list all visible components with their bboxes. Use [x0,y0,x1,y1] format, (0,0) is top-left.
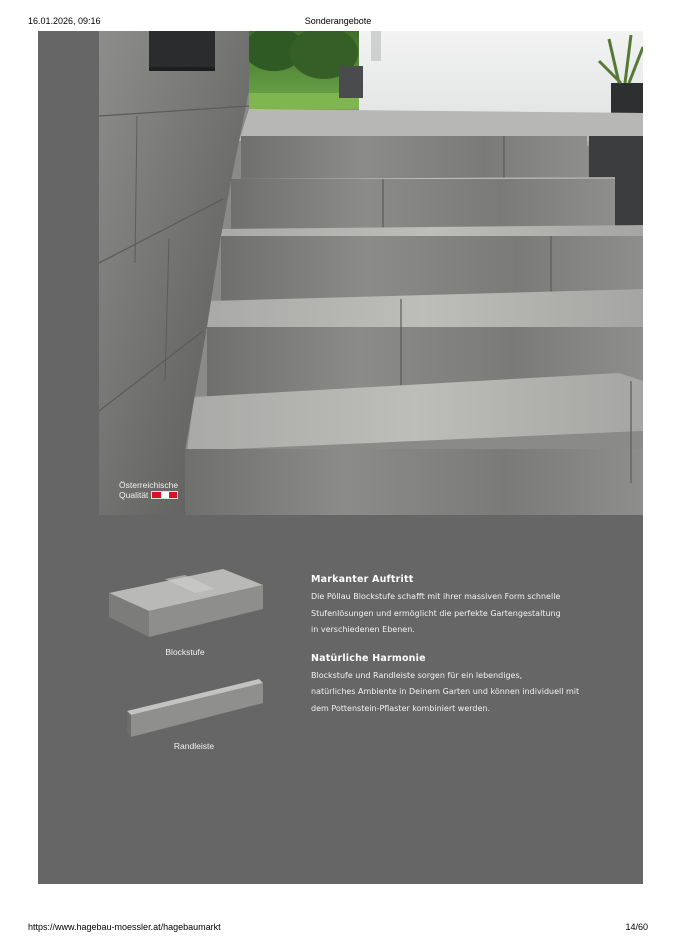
print-header [28,16,648,30]
badge-line-2: Qualität [119,490,149,500]
hero-photo-stone-steps [99,31,643,515]
randleiste-image [123,675,265,737]
section-line: Die Pöllau Blockstufe schafft mit ihrer massiven Form schnelle [311,592,561,601]
section-natuerliche-harmonie [311,653,611,718]
austrian-flag-icon [151,491,178,499]
section-line: Blockstufe und Randleiste sorgen für ein lebendiges, [311,670,523,680]
print-datetime: 16.01.2026, 09:16 [28,16,101,26]
product-label-blockstufe: Blockstufe [165,647,205,657]
page-number: 14/60 [625,922,648,932]
print-footer [28,922,648,936]
print-page-title: Sonderangebote [304,16,372,26]
blockstufe-image [105,565,265,643]
section-heading: Natürliche Harmonie [311,652,426,664]
print-url: https://www.hagebau-moessler.at/hagebaumarkt [28,922,221,932]
product-blockstufe [104,565,266,657]
product-label-randleiste: Randleiste [173,741,215,751]
product-description [311,574,611,717]
section-line: in verschiedenen Ebenen. [311,625,415,634]
product-randleiste [122,675,266,751]
section-heading: Markanter Auftritt [311,574,414,585]
brochure-page [38,31,643,884]
section-line: Stufenlösungen und ermöglicht die perfekte Gartengestaltung [311,608,561,618]
badge-line-1: Österreichische [119,480,179,490]
austrian-quality-badge [119,480,178,500]
section-line: natürliches Ambiente in Deinem Garten und können individuell mit [311,687,580,696]
section-line: dem Pottenstein-Pflaster kombiniert werden. [311,703,491,713]
section-markanter-auftritt [311,574,611,639]
